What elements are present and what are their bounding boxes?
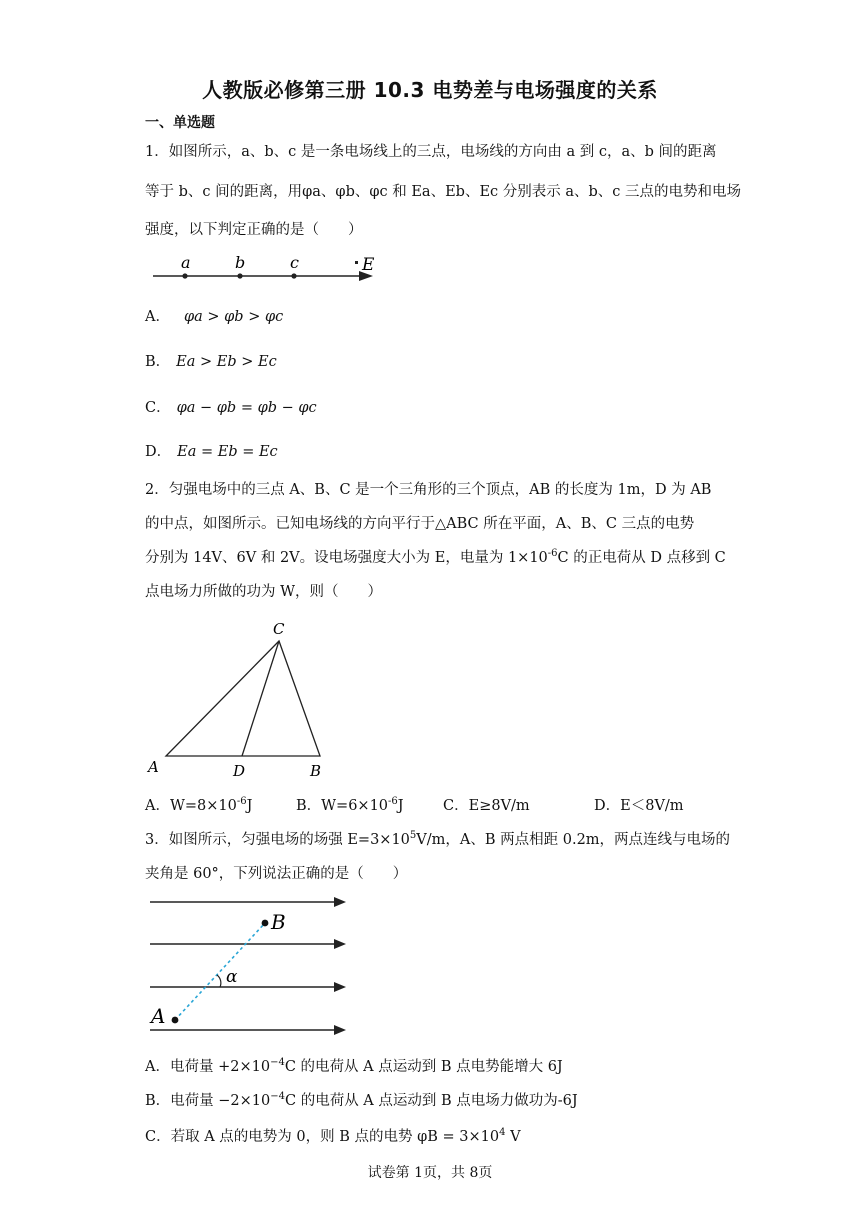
point-A bbox=[172, 1017, 179, 1024]
label-alpha: α bbox=[226, 967, 238, 987]
q1-option-d[interactable]: D． Ea = Eb = Ec bbox=[145, 444, 278, 460]
q2-stem-line-3: 分别为 14V、6V 和 2V。设电场强度大小为 E，电量为 $1\times 10^{-6}C$ 的正电荷从 D 点移到 C bbox=[145, 548, 726, 566]
q2-stem-line-4: 点电场力所做的功为 W，则（ ） bbox=[145, 584, 383, 600]
angle-arc bbox=[217, 975, 221, 987]
q1-stem-line-1: 1．如图所示，a、b、c 是一条电场线上的三点，电场线的方向由 a 到 c，a、b 间的距离 bbox=[145, 144, 717, 160]
point-a bbox=[182, 273, 187, 278]
triangle-abc bbox=[166, 641, 320, 756]
q1-option-c[interactable]: C． φa − φb = φb − φc bbox=[145, 400, 317, 416]
label-B: B bbox=[271, 910, 286, 934]
q3-field-figure bbox=[140, 890, 360, 1040]
q3-stem-line-1: 3．如图所示，匀强电场的场强 $E=3\times 10^5V/m$，A、B 两点相距 0.2m，两点连线与电场的 bbox=[145, 830, 731, 848]
arrow-heads bbox=[334, 897, 346, 1035]
q1-option-b[interactable]: B． Ea > Eb > Ec bbox=[145, 354, 277, 370]
arrow-head-icon bbox=[334, 939, 346, 949]
field-lines bbox=[150, 902, 338, 1030]
point-b bbox=[237, 273, 242, 278]
point-c bbox=[291, 273, 296, 278]
label-A: A bbox=[148, 758, 159, 776]
label-a: a bbox=[181, 253, 191, 272]
label-c: c bbox=[290, 253, 299, 272]
point-B bbox=[262, 920, 269, 927]
q3-option-a[interactable]: A．电荷量 $+2\times 10^{-4}C$ 的电荷从 A 点运动到 B 点电势能增大 6J bbox=[145, 1057, 563, 1075]
label-D: D bbox=[233, 762, 246, 780]
q2-option-c[interactable]: C．E≥8V/m bbox=[443, 798, 530, 814]
label-E: E bbox=[362, 255, 375, 275]
q1-stem-line-2: 等于 b、c 间的距离，用φa、φb、φc 和 Ea、Eb、Ec 分别表示 a、b、c 三点的电势和电场 bbox=[145, 184, 742, 200]
arrow-head-icon bbox=[334, 1025, 346, 1035]
q2-stem-line-2: 的中点，如图所示。已知电场线的方向平行于△ABC 所在平面，A、B、C 三点的电势 bbox=[145, 516, 695, 532]
q2-option-d[interactable]: D．E＜8V/m bbox=[594, 798, 684, 814]
q2-stem-line-1: 2．匀强电场中的三点 A、B、C 是一个三角形的三个顶点，AB 的长度为 1m，D 为 AB bbox=[145, 482, 712, 498]
page-title: 人教版必修第三册 10.3 电势差与电场强度的关系 bbox=[202, 78, 658, 102]
label-B: B bbox=[310, 762, 322, 780]
segment-ab bbox=[175, 923, 265, 1020]
q2-option-a[interactable]: A．$W=8\times 10^{-6}J$ bbox=[145, 796, 253, 814]
q1-field-line-figure bbox=[145, 250, 385, 286]
q2-option-b[interactable]: B．$W=6\times 10^{-6}J$ bbox=[296, 796, 404, 814]
q1-option-a[interactable]: A． φa > φb > φc bbox=[145, 309, 284, 325]
arrow-head-icon bbox=[334, 897, 346, 907]
q1-stem-line-3: 强度，以下判定正确的是（ ） bbox=[145, 222, 363, 238]
q3-option-b[interactable]: B．电荷量 $-2\times 10^{-4}C$ 的电荷从 A 点运动到 B 点电场力做功为-6J bbox=[145, 1091, 578, 1109]
q2-triangle-figure bbox=[140, 616, 340, 780]
q3-stem-line-2: 夹角是 60°，下列说法正确的是（ ） bbox=[145, 866, 408, 882]
label-b: b bbox=[235, 253, 246, 272]
label-A: A bbox=[151, 1004, 166, 1028]
segment-cd bbox=[242, 641, 279, 756]
section-heading: 一、单选题 bbox=[145, 115, 215, 131]
arrow-head-icon bbox=[334, 982, 346, 992]
label-C: C bbox=[273, 620, 285, 638]
page-footer: 试卷第 1页，共 8页 bbox=[367, 1165, 493, 1181]
q3-option-c[interactable]: C．若取 A 点的电势为 0，则 B 点的电势 $\varphi B = 3\times 10^4$ V bbox=[145, 1127, 521, 1145]
